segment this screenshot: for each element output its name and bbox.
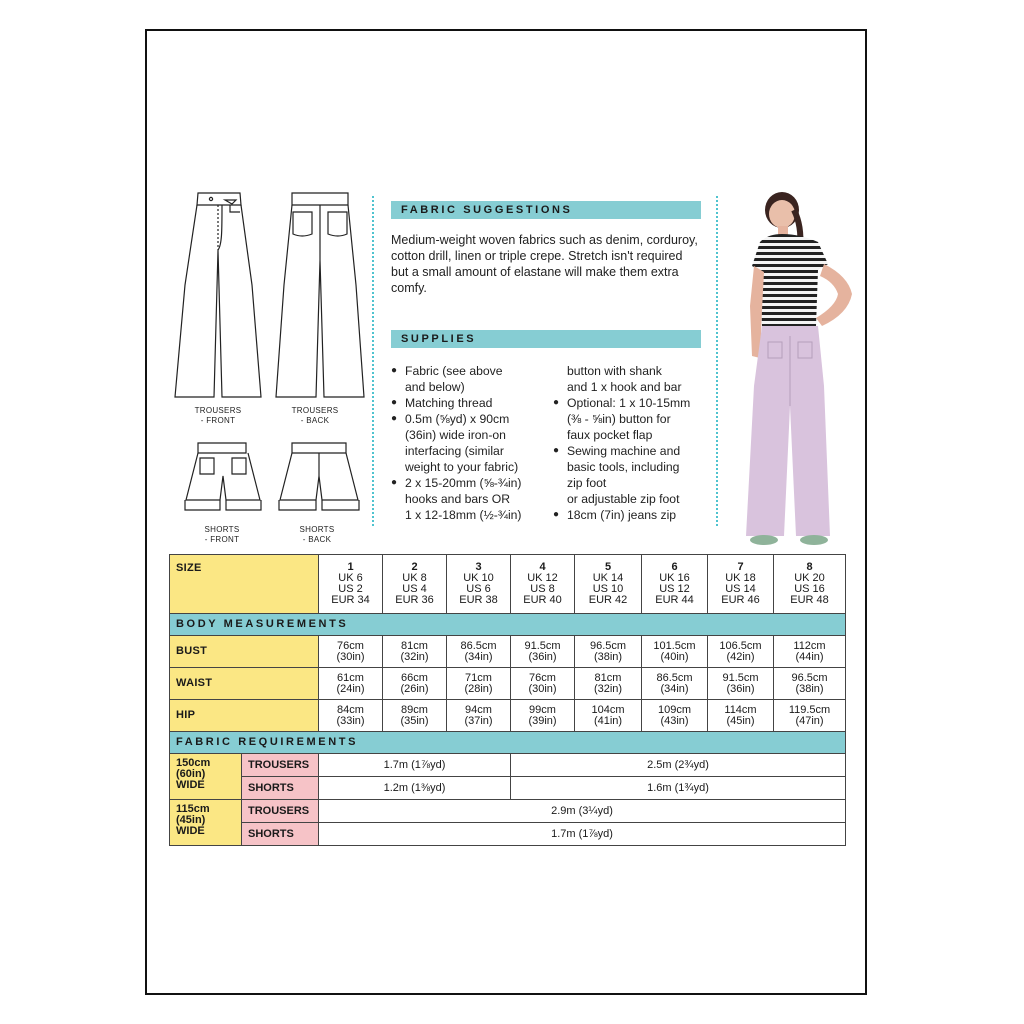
measurement-in: (45in) xyxy=(726,714,755,727)
measurement-cell xyxy=(642,668,708,700)
size-uk: UK 18 xyxy=(725,572,756,584)
body-band-row xyxy=(170,614,846,636)
caption-line: - BACK xyxy=(302,535,332,544)
width-line: 115cm xyxy=(176,803,210,815)
w150-shorts-row xyxy=(170,777,846,800)
supply-item: button with shank xyxy=(567,364,662,378)
fabric-suggestions-heading: FABRIC SUGGESTIONS xyxy=(391,201,701,219)
caption-line: - FRONT xyxy=(200,416,236,425)
measurement-cell xyxy=(511,636,575,668)
measurement-cm: 71cm xyxy=(465,671,492,684)
bust-label: BUST xyxy=(170,636,319,668)
measurement-in: (37in) xyxy=(464,714,493,727)
size-uk: UK 16 xyxy=(659,572,690,584)
measurement-in: (41in) xyxy=(593,714,623,727)
measurement-cm: 76cm xyxy=(529,671,556,684)
caption-shorts-back xyxy=(277,525,357,545)
size-us: US 10 xyxy=(592,583,624,595)
supply-item: ● 0.5m (⅝yd) x 90cm xyxy=(391,411,551,427)
shorts-front-drawing xyxy=(180,440,266,514)
supply-item: faux pocket flap xyxy=(567,428,653,442)
measurement-cm: 61cm xyxy=(337,671,364,684)
measurement-in: (34in) xyxy=(464,650,493,663)
caption-trousers-back xyxy=(275,406,355,426)
measurement-in: (40in) xyxy=(660,650,689,663)
measurement-cm: 96.5cm xyxy=(589,639,627,652)
width-line: (60in) xyxy=(176,768,206,780)
width-line: (45in) xyxy=(176,814,206,826)
size-eur: EUR 48 xyxy=(790,594,829,606)
width-line: 150cm xyxy=(176,757,211,769)
measurement-in: (38in) xyxy=(795,682,824,695)
measurement-cell xyxy=(447,668,511,700)
width-115-label xyxy=(170,800,242,846)
size-header-6 xyxy=(642,555,708,614)
size-us: US 4 xyxy=(402,583,427,595)
fabric-amount: 1.6m (1¾yd) xyxy=(511,777,846,800)
measurement-cm: 89cm xyxy=(401,703,428,716)
size-us: US 12 xyxy=(659,583,690,595)
measurement-in: (43in) xyxy=(660,714,689,727)
size-eur: EUR 34 xyxy=(331,594,370,606)
fabric-amount: 1.7m (1⅞yd) xyxy=(319,754,511,777)
measurement-cm: 81cm xyxy=(594,671,622,684)
measurement-in: (44in) xyxy=(795,650,824,663)
body-measurements-band: BODY MEASUREMENTS xyxy=(170,614,846,636)
size-n: 3 xyxy=(475,561,482,573)
size-n: 7 xyxy=(737,561,744,573)
size-us: US 14 xyxy=(725,583,756,595)
measurement-cm: 106.5cm xyxy=(719,639,762,652)
supply-item: or adjustable zip foot xyxy=(567,492,680,506)
measurement-cell xyxy=(511,700,575,732)
size-header-3 xyxy=(447,555,511,614)
measurement-in: (30in) xyxy=(336,650,365,663)
supply-item: ● Sewing machine and xyxy=(553,443,713,459)
supply-item: weight to your fabric) xyxy=(405,460,519,474)
size-label: SIZE xyxy=(170,555,319,614)
size-n: 6 xyxy=(671,561,678,573)
measurement-in: (47in) xyxy=(795,714,824,727)
measurement-in: (36in) xyxy=(528,650,557,663)
size-eur: EUR 44 xyxy=(655,594,694,606)
measurement-cm: 101.5cm xyxy=(653,639,696,652)
measurement-cell xyxy=(774,700,846,732)
trousers-back-drawing xyxy=(272,190,368,402)
measurement-cell xyxy=(319,668,383,700)
caption-line: TROUSERS xyxy=(194,406,242,415)
width-line: WIDE xyxy=(176,825,205,837)
size-uk: UK 14 xyxy=(592,572,624,584)
shorts-label: SHORTS xyxy=(242,823,319,846)
supply-item: ● 18cm (7in) jeans zip xyxy=(553,507,713,523)
supply-item: basic tools, including xyxy=(567,460,680,474)
size-eur: EUR 36 xyxy=(395,594,434,606)
supplies-heading: SUPPLIES xyxy=(391,330,701,348)
fabric-amount: 2.9m (3¼yd) xyxy=(319,800,846,823)
measurement-in: (28in) xyxy=(464,682,493,695)
size-n: 1 xyxy=(347,561,354,573)
supply-item: hooks and bars OR xyxy=(405,492,511,506)
hip-row xyxy=(170,700,846,732)
measurement-in: (36in) xyxy=(726,682,755,695)
size-n: 8 xyxy=(806,561,813,573)
fabric-suggestions-text xyxy=(391,232,711,296)
supplies-column-2 xyxy=(553,363,713,523)
measurement-in: (32in) xyxy=(400,650,429,663)
size-header-1 xyxy=(319,555,383,614)
measurement-cm: 94cm xyxy=(465,703,492,716)
measurement-in: (39in) xyxy=(528,714,557,727)
size-uk: UK 8 xyxy=(402,572,427,584)
size-row xyxy=(170,555,846,614)
supply-item: ● 2 x 15-20mm (⅝-¾in) xyxy=(391,475,551,491)
measurement-cell xyxy=(383,636,447,668)
measurement-cell xyxy=(447,636,511,668)
shorts-label: SHORTS xyxy=(242,777,319,800)
fabric-requirements-band: FABRIC REQUIREMENTS xyxy=(170,732,846,754)
supply-item: and 1 x hook and bar xyxy=(567,380,682,394)
measurement-in: (33in) xyxy=(336,714,365,727)
supply-item: (⅜ - ⅝in) button for xyxy=(567,412,671,426)
measurement-cm: 86.5cm xyxy=(656,671,693,684)
supply-item: 1 x 12-18mm (½-¾in) xyxy=(405,508,522,522)
size-uk: UK 20 xyxy=(794,572,825,584)
measurement-cm: 109cm xyxy=(657,703,692,716)
measurement-cell xyxy=(447,700,511,732)
measurement-in: (35in) xyxy=(400,714,429,727)
measurement-cell xyxy=(383,668,447,700)
measurement-cm: 119.5cm xyxy=(788,703,831,716)
measurement-cm: 66cm xyxy=(401,671,428,684)
divider-right xyxy=(716,196,718,526)
model-photo xyxy=(738,186,860,550)
size-header-2 xyxy=(383,555,447,614)
measurement-cell xyxy=(774,668,846,700)
supply-item: and below) xyxy=(405,380,465,394)
measurement-cm: 91.5cm xyxy=(722,671,759,684)
measurement-cm: 112cm xyxy=(793,639,826,652)
measurement-cell xyxy=(708,636,774,668)
size-n: 2 xyxy=(411,561,418,573)
size-header-5 xyxy=(575,555,642,614)
measurement-cm: 114cm xyxy=(724,703,757,716)
size-header-7 xyxy=(708,555,774,614)
size-eur: EUR 40 xyxy=(523,594,562,606)
size-us: US 16 xyxy=(794,583,825,595)
size-us: US 6 xyxy=(466,583,491,595)
caption-line: SHORTS xyxy=(204,525,240,534)
size-n: 4 xyxy=(539,561,546,573)
text-line: Medium-weight woven fabrics such as denim, corduroy, xyxy=(391,233,698,247)
caption-line: - FRONT xyxy=(204,535,240,544)
measurement-cell xyxy=(642,636,708,668)
fabric-amount: 1.7m (1⅞yd) xyxy=(319,823,846,846)
measurement-cell xyxy=(642,700,708,732)
measurement-cm: 76cm xyxy=(337,639,364,652)
w150-trousers-row xyxy=(170,754,846,777)
supplies-column-1 xyxy=(391,363,551,523)
size-us: US 2 xyxy=(338,583,363,595)
measurement-cm: 96.5cm xyxy=(791,671,828,684)
measurement-cm: 91.5cm xyxy=(524,639,561,652)
size-n: 5 xyxy=(604,561,612,573)
w115-shorts-row xyxy=(170,823,846,846)
measurement-in: (24in) xyxy=(336,682,365,695)
supply-item: ● Matching thread xyxy=(391,395,551,411)
measurement-cell xyxy=(575,700,642,732)
caption-shorts-front xyxy=(182,525,262,545)
size-eur: EUR 46 xyxy=(721,594,760,606)
caption-line: TROUSERS xyxy=(291,406,339,415)
measurement-cell xyxy=(383,700,447,732)
trousers-label: TROUSERS xyxy=(242,800,319,823)
fabric-band-row xyxy=(170,732,846,754)
measurement-cell xyxy=(575,668,642,700)
hip-label: HIP xyxy=(170,700,319,732)
measurement-in: (42in) xyxy=(726,650,755,663)
caption-trousers-front xyxy=(178,406,258,426)
fabric-amount: 1.2m (1⅜yd) xyxy=(319,777,511,800)
size-header-4 xyxy=(511,555,575,614)
bust-row xyxy=(170,636,846,668)
width-150-label xyxy=(170,754,242,800)
measurement-in: (26in) xyxy=(400,682,429,695)
measurement-in: (32in) xyxy=(593,682,623,695)
measurement-cm: 81cm xyxy=(401,639,428,652)
measurement-cell xyxy=(319,700,383,732)
measurement-cell xyxy=(575,636,642,668)
measurement-cell xyxy=(319,636,383,668)
measurement-cell xyxy=(774,636,846,668)
text-line: but a small amount of elastane will make them extra xyxy=(391,265,679,279)
divider-left xyxy=(372,196,374,526)
measurement-cm: 104cm xyxy=(591,703,625,716)
size-eur: EUR 38 xyxy=(459,594,498,606)
shorts-back-drawing xyxy=(276,440,362,514)
supply-item: ● Optional: 1 x 10-15mm xyxy=(553,395,713,411)
waist-row xyxy=(170,668,846,700)
text-line: comfy. xyxy=(391,281,427,295)
trousers-label: TROUSERS xyxy=(242,754,319,777)
size-us: US 8 xyxy=(530,583,555,595)
measurement-cm: 84cm xyxy=(337,703,364,716)
supply-item: interfacing (similar xyxy=(405,444,504,458)
caption-line: - BACK xyxy=(300,416,330,425)
fabric-amount: 2.5m (2¾yd) xyxy=(511,754,846,777)
supply-item: ● Fabric (see above xyxy=(391,363,551,379)
measurement-cm: 99cm xyxy=(529,703,556,716)
measurement-in: (34in) xyxy=(660,682,689,695)
size-header-8 xyxy=(774,555,846,614)
measurement-cell xyxy=(511,668,575,700)
size-uk: UK 6 xyxy=(338,572,363,584)
supply-item: (36in) wide iron-on xyxy=(405,428,506,442)
measurement-in: (38in) xyxy=(593,650,623,663)
text-line: cotton drill, linen or triple crepe. Stretch isn't required xyxy=(391,249,683,263)
width-line: WIDE xyxy=(176,779,205,791)
measurement-cell xyxy=(708,700,774,732)
size-eur: EUR 42 xyxy=(588,594,628,606)
waist-label: WAIST xyxy=(170,668,319,700)
trousers-front-drawing xyxy=(170,190,266,402)
supply-item: zip foot xyxy=(567,476,607,490)
caption-line: SHORTS xyxy=(299,525,335,534)
w115-trousers-row xyxy=(170,800,846,823)
size-uk: UK 10 xyxy=(463,572,494,584)
size-table xyxy=(169,554,846,846)
measurement-cell xyxy=(708,668,774,700)
size-uk: UK 12 xyxy=(527,572,558,584)
measurement-in: (30in) xyxy=(528,682,557,695)
measurement-cm: 86.5cm xyxy=(460,639,497,652)
